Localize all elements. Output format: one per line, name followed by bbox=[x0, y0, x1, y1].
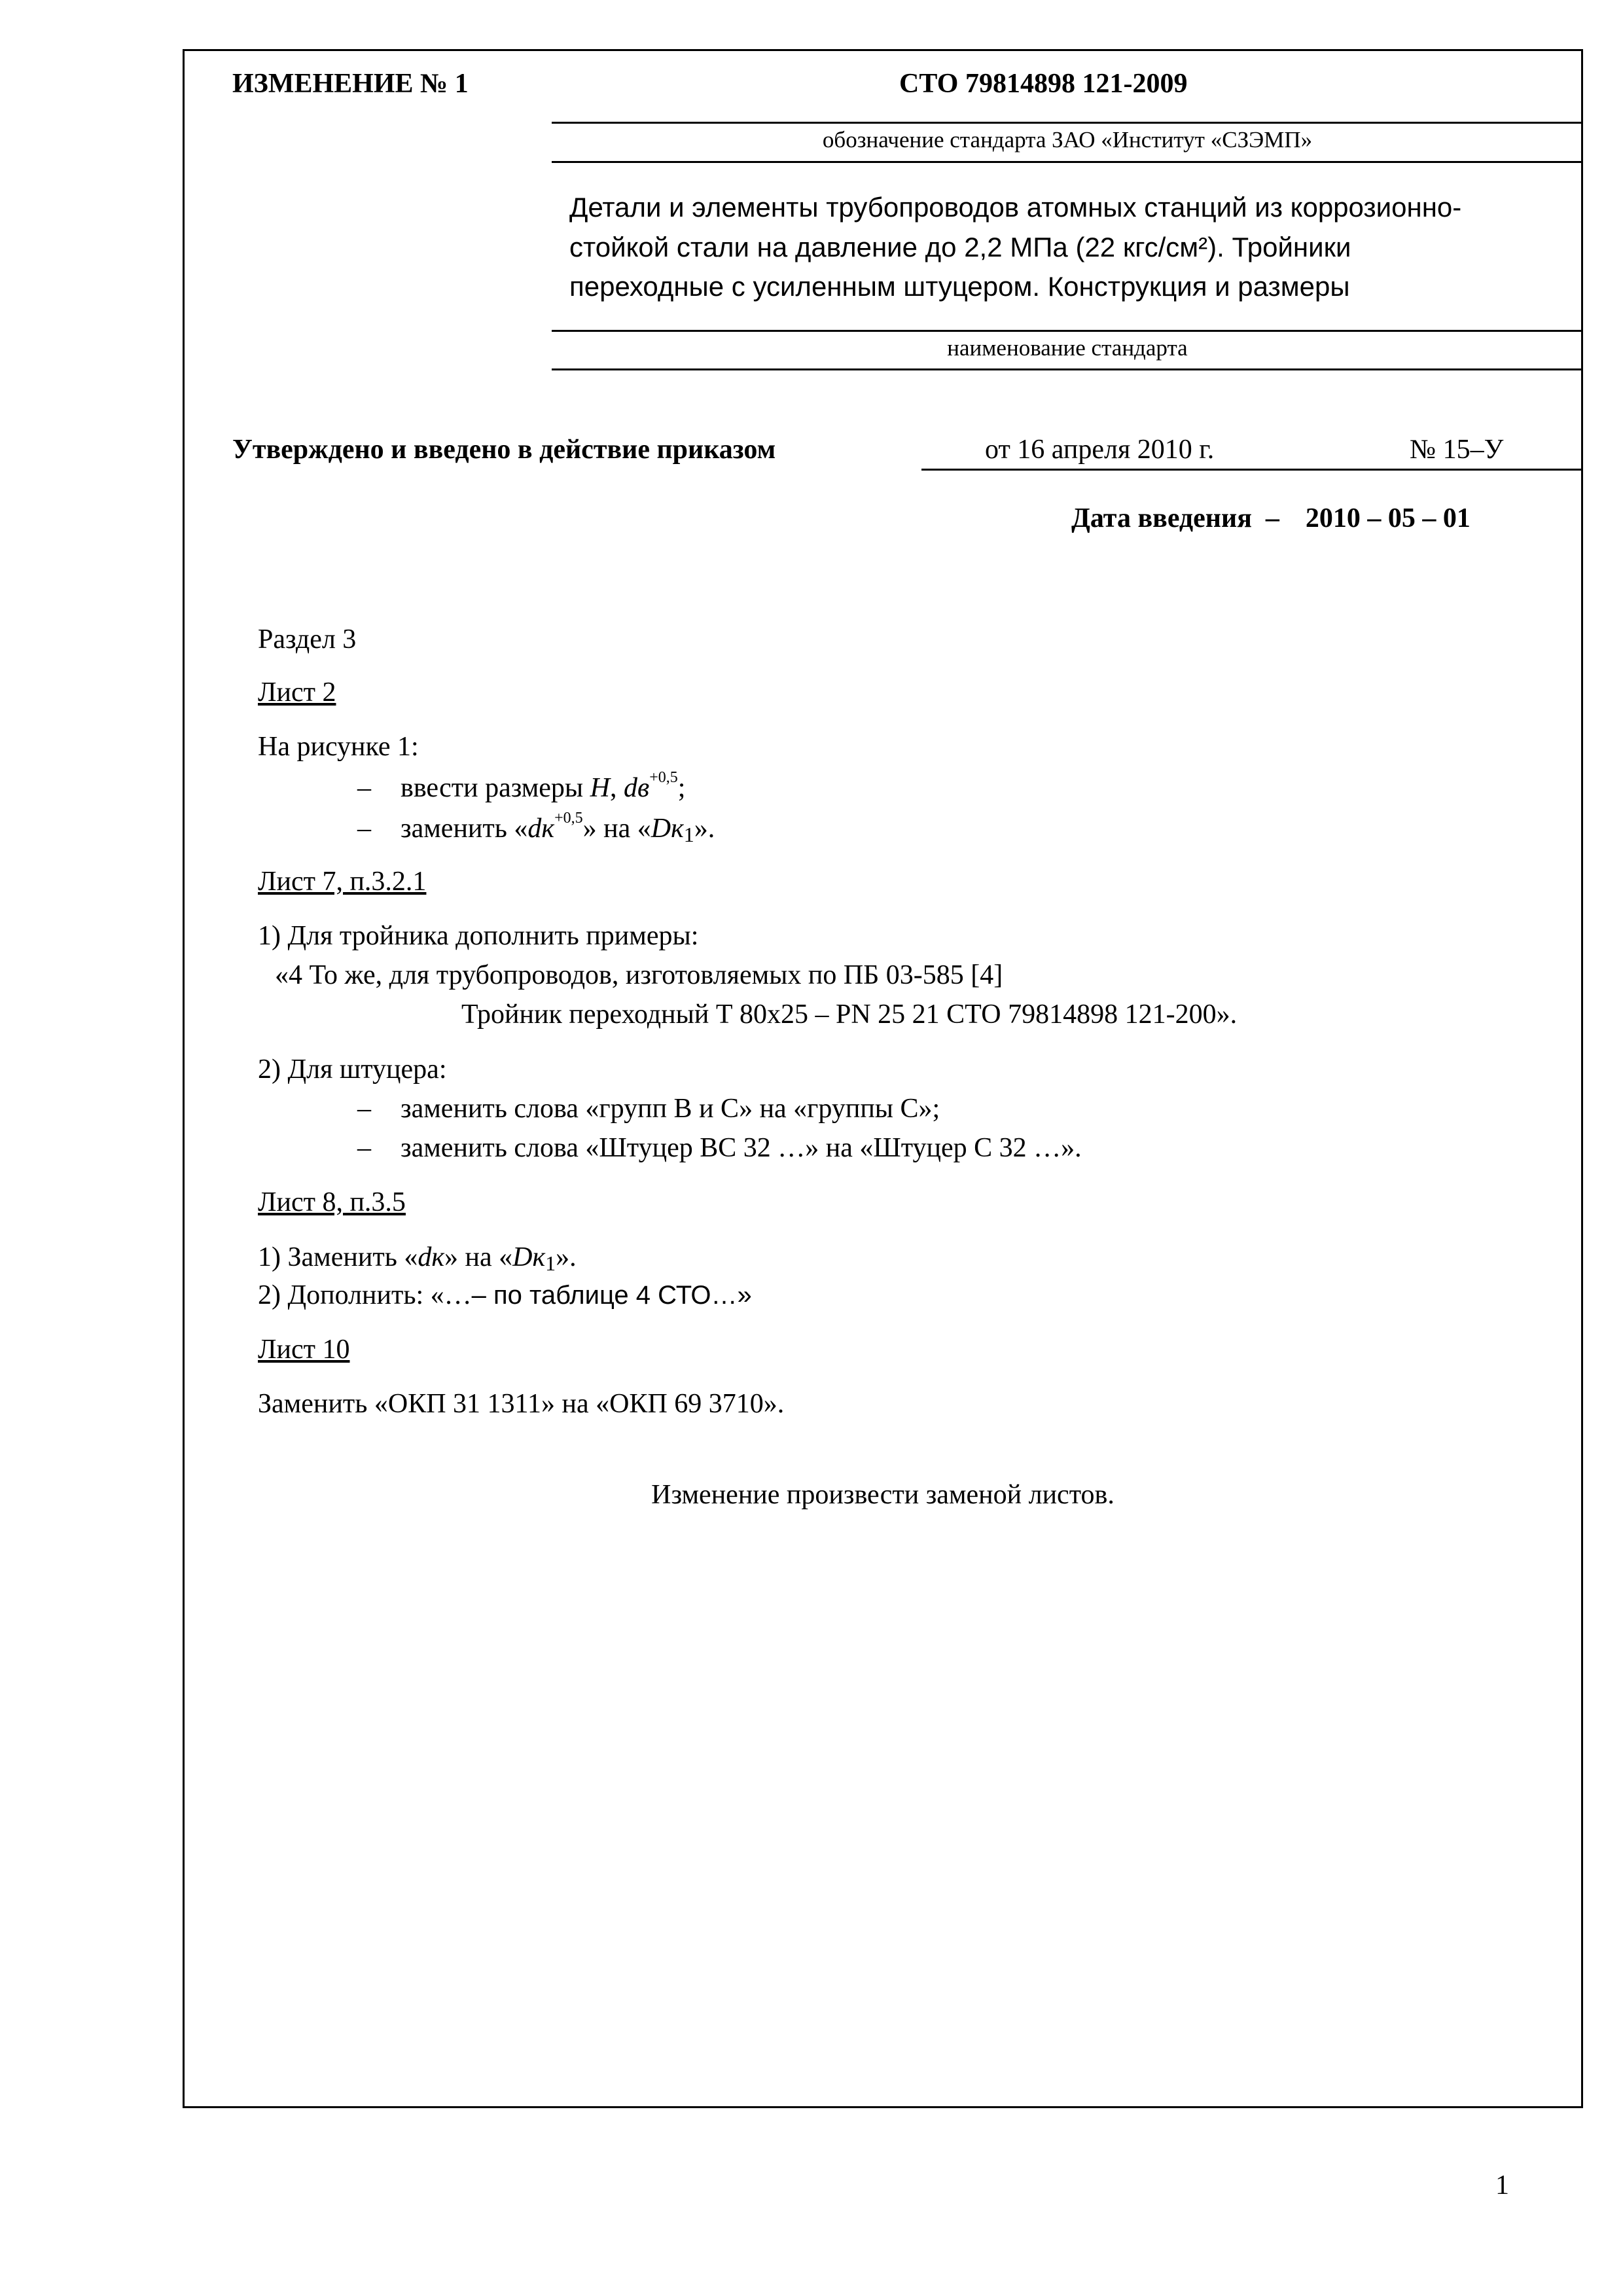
standard-title-line2: стойкой стали на давление до 2,2 МПа (22 кгс/см²). Тройники bbox=[569, 232, 1351, 262]
sheet7-p2-item2 bbox=[357, 1132, 1082, 1164]
approval-underline bbox=[921, 469, 1583, 471]
sheet2-intro: На рисунке 1: bbox=[258, 732, 419, 762]
sheet7-p1-example: Тройник переходный Т 80х25 – PN 25 21 СТО 79814898 121-200». bbox=[461, 999, 1238, 1030]
comma: , bbox=[610, 773, 624, 803]
tolerance-sup: +0,5 bbox=[649, 769, 678, 786]
approval-label: Утверждено и введено в действие приказом bbox=[232, 435, 776, 465]
standard-code: СТО 79814898 121-2009 bbox=[899, 69, 1188, 99]
text-mid: » на « bbox=[444, 1242, 513, 1272]
dash: – bbox=[357, 1094, 371, 1124]
intro-date-dash: – bbox=[1265, 503, 1279, 533]
tolerance-sup: +0,5 bbox=[554, 810, 583, 827]
sheet8-p2 bbox=[258, 1280, 752, 1311]
sheet8-p1-text: 1) Заменить « bbox=[258, 1242, 418, 1272]
approval-date: от 16 апреля 2010 г. bbox=[985, 435, 1215, 465]
dash: – bbox=[357, 773, 371, 803]
sheet10-text: Заменить «ОКП 31 1311» на «ОКП 69 3710». bbox=[258, 1389, 785, 1419]
change-number: ИЗМЕНЕНИЕ № 1 bbox=[232, 69, 469, 99]
punct: ». bbox=[556, 1242, 577, 1272]
sheet7-p1-quote: «4 То же, для трубопроводов, изготовляемых по ПБ 03-585 [4] bbox=[275, 960, 1003, 990]
symbol-dv: dв bbox=[624, 773, 650, 803]
symbol-dk: dк bbox=[418, 1242, 445, 1272]
title-caption-underline bbox=[552, 368, 1583, 370]
caption-underline bbox=[552, 161, 1583, 163]
order-number: № 15–У bbox=[1410, 435, 1504, 465]
symbol-dk: dк bbox=[527, 814, 555, 844]
sheet2-item1 bbox=[357, 769, 686, 804]
sheet8-p1 bbox=[258, 1242, 577, 1273]
sheet7-heading: Лист 7, п.3.2.1 bbox=[258, 867, 427, 897]
standard-title-line1: Детали и элементы трубопроводов атомных станций из коррозионно- bbox=[569, 192, 1462, 223]
intro-date-value: 2010 – 05 – 01 bbox=[1305, 503, 1471, 533]
sheet2-item2 bbox=[357, 810, 715, 846]
section-label: Раздел 3 bbox=[258, 624, 357, 655]
intro-date bbox=[1071, 503, 1471, 534]
sheet7-p2-item1 bbox=[357, 1093, 940, 1124]
sheet2-heading: Лист 2 bbox=[258, 677, 336, 708]
sheet10-heading: Лист 10 bbox=[258, 1335, 350, 1365]
standard-code-caption: обозначение стандарта ЗАО «Институт «СЗЭМП» bbox=[822, 127, 1313, 152]
standard-title-line3: переходные с усиленным штуцером. Конструкция и размеры bbox=[569, 271, 1350, 302]
sheet2-item2-text: заменить « bbox=[401, 814, 528, 844]
subscript: 1 bbox=[545, 1251, 556, 1275]
code-underline bbox=[552, 122, 1583, 124]
sheet8-heading: Лист 8, п.3.5 bbox=[258, 1187, 406, 1217]
text-mid: » на « bbox=[582, 814, 651, 844]
punct: ». bbox=[694, 814, 715, 844]
symbol-Dk: Dк bbox=[512, 1242, 546, 1272]
punct: ; bbox=[677, 773, 686, 803]
sheet7-p2-item1-text: заменить слова «групп В и С» на «группы С»; bbox=[401, 1094, 940, 1124]
title-underline bbox=[552, 330, 1583, 332]
sheet7-p2-item2-text: заменить слова «Штуцер ВС 32 …» на «Штуцер С 32 …». bbox=[401, 1133, 1082, 1163]
subscript: 1 bbox=[683, 823, 694, 846]
page-number: 1 bbox=[1495, 2170, 1509, 2200]
sheet7-p2: 2) Для штуцера: bbox=[258, 1054, 447, 1085]
closing-note: Изменение произвести заменой листов. bbox=[651, 1480, 1115, 1510]
sheet8-p2-text: 2) Дополнить: «… bbox=[258, 1280, 472, 1310]
symbol-Dk: Dк bbox=[651, 814, 684, 844]
intro-date-label: Дата введения bbox=[1071, 503, 1252, 533]
sheet2-item1-text: ввести размеры bbox=[401, 773, 590, 803]
symbol-h: H bbox=[590, 773, 610, 803]
sheet7-p1: 1) Для тройника дополнить примеры: bbox=[258, 921, 699, 951]
standard-title-caption: наименование стандарта bbox=[947, 335, 1188, 361]
dash: – bbox=[357, 1133, 371, 1163]
dash: – bbox=[357, 814, 371, 844]
sheet8-p2-sans-text: – по таблице 4 СТО…» bbox=[471, 1281, 752, 1310]
